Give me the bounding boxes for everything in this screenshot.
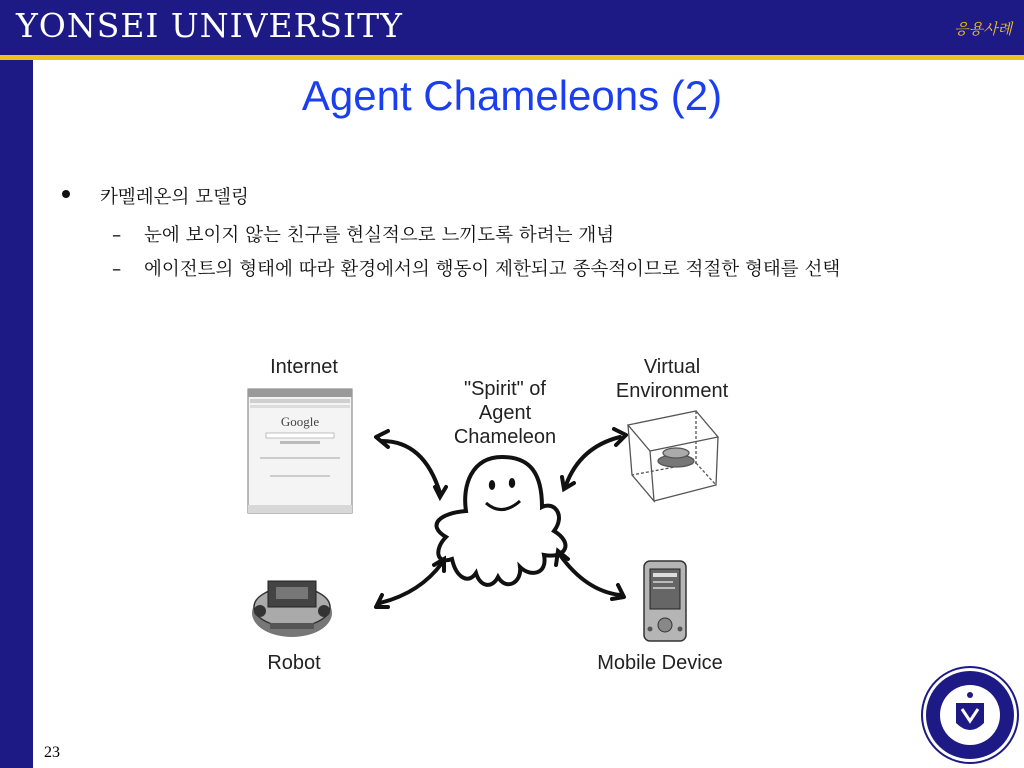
spirit-label-line2: Agent (478, 402, 532, 424)
mobile-label: Mobile Device (597, 652, 723, 674)
virtual-label-line2: Environment (615, 380, 729, 402)
subbullet-text: 에이전트의 형태에 따라 환경에서의 행동이 제한되고 종속적이므로 적절한 형태를 선택 (144, 259, 841, 280)
mobile-device-icon (644, 561, 686, 641)
ghost-icon (437, 457, 566, 585)
dash-icon: – (112, 259, 122, 280)
browser-logo-text: Google (280, 414, 320, 429)
arrow-robot (380, 563, 442, 603)
bullet-item (60, 183, 940, 209)
arrow-virtual (566, 437, 620, 485)
robot-label: Robot (267, 652, 321, 674)
bullet-text: 카멜레온의 모델링 (100, 187, 249, 208)
spirit-label-line3: Chameleon (453, 426, 557, 448)
arrow-internet (382, 441, 440, 493)
header-accent-line (0, 55, 1024, 60)
university-emblem-icon (920, 665, 1020, 765)
figure-drawing (230, 345, 770, 685)
bullet-dot-icon (62, 190, 70, 198)
robot-icon (252, 581, 332, 637)
subbullet-item (60, 255, 940, 285)
virtual-cube-icon (628, 411, 718, 501)
arrow-mobile (560, 555, 620, 595)
university-name: YONSEI UNIVERSITY (16, 6, 403, 45)
section-label: 응용사례 (954, 20, 1012, 38)
left-stripe (0, 60, 33, 768)
bullet-list (60, 183, 940, 285)
internet-label: Internet (270, 356, 338, 378)
subbullet-text: 눈에 보이지 않는 친구를 현실적으로 느끼도록 하려는 개념 (144, 225, 615, 246)
spirit-label-line1: "Spirit" of (463, 378, 546, 400)
dash-icon: – (112, 225, 122, 246)
agent-chameleon-figure (230, 345, 770, 685)
page-number: 23 (44, 744, 60, 761)
browser-window-icon (248, 389, 352, 513)
subbullet-item (60, 221, 940, 251)
slide-title: Agent Chameleons (2) (301, 72, 723, 119)
virtual-label-line1: Virtual (643, 356, 701, 378)
